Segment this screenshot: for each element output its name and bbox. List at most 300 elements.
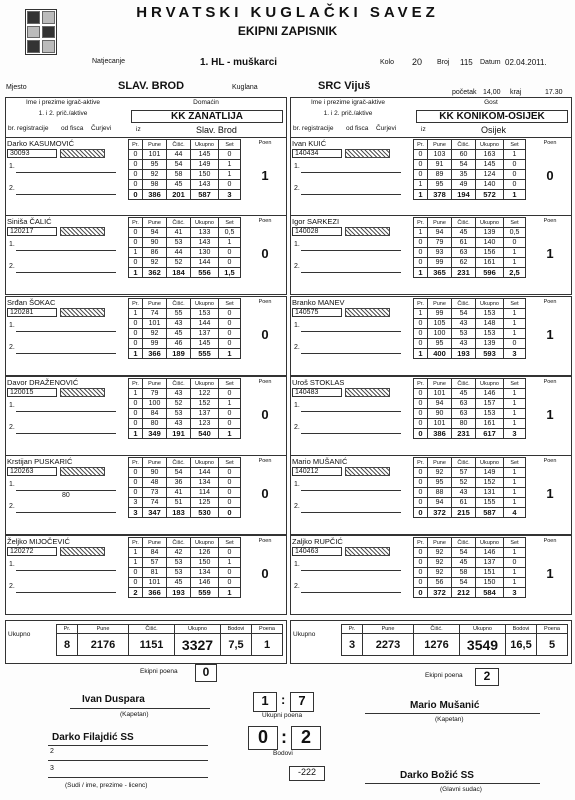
home-cell: 0 [129, 319, 143, 329]
home-total-row [129, 429, 241, 439]
guest-cell: 153 [476, 329, 504, 339]
guest-cell: 0 [414, 548, 428, 558]
home-cell: 0 [219, 488, 241, 498]
guest-player-block [290, 535, 572, 615]
guest-col-header: Pr. [414, 379, 428, 389]
guest-cell: 0 [504, 238, 526, 248]
home-cell: 55 [167, 309, 191, 319]
guest-player-name: Ivan KUIĆ [292, 139, 327, 148]
home-club-name: KK ZANATLIJA [131, 110, 283, 123]
guest-cell: 137 [476, 558, 504, 568]
home-total-cell: 587 [191, 190, 219, 200]
home-col-header: Ukupno [191, 299, 219, 309]
home-throw-row [129, 258, 241, 268]
home-player-name: Davor DRAŽENOVIĆ [7, 378, 79, 387]
guest-sub-line [301, 194, 401, 195]
home-col-header: Pune [143, 458, 167, 468]
home-cell: 130 [191, 248, 219, 258]
result-extra: -222 [289, 766, 325, 781]
home-player-table [128, 378, 241, 439]
guest-cell: 155 [476, 498, 504, 508]
reg-header-label: br. registracije [293, 125, 334, 132]
guest-cell: 1 [504, 399, 526, 409]
guest-label: Gost [484, 99, 498, 106]
guest-cell: 99 [428, 258, 452, 268]
guest-total-cell: 3 [504, 349, 526, 359]
home-captain-label: (Kapetan) [120, 711, 149, 718]
guest-cell: 0 [414, 150, 428, 160]
home-cell: 58 [167, 170, 191, 180]
home-throw-row [129, 309, 241, 319]
home-cell: 146 [191, 578, 219, 588]
guest-player-table [413, 457, 526, 518]
guest-total-cell: 4 [504, 508, 526, 518]
home-total-cell: 0 [129, 190, 143, 200]
tot-hdr-ukupno: Ukupno [460, 625, 506, 634]
home-cell: 54 [167, 160, 191, 170]
home-cell: 150 [191, 170, 219, 180]
guest-table-header [414, 140, 526, 150]
home-label: Domaćin [193, 99, 219, 106]
home-total-cell: 0 [219, 508, 241, 518]
home-col-header: Pr. [129, 379, 143, 389]
home-poen-header: Poen [258, 538, 272, 544]
guest-cell: 45 [452, 228, 476, 238]
guest-cell: 1 [504, 568, 526, 578]
guest-col-header: Ukupno [476, 140, 504, 150]
home-cell: 0 [219, 478, 241, 488]
guest-total-row [414, 429, 526, 439]
start-label: početak [452, 89, 477, 96]
home-sub-line [16, 250, 116, 251]
guest-col-header: Ukupno [476, 299, 504, 309]
guest-throw-row [414, 558, 526, 568]
guest-cell: 0 [414, 389, 428, 399]
guest-col-header: Set [504, 458, 526, 468]
home-total-cell: 3 [129, 508, 143, 518]
number-label: Broj [437, 59, 450, 66]
home-total-pr: 8 [57, 634, 78, 656]
guest-cell: 0 [414, 558, 428, 568]
home-cell: 144 [191, 468, 219, 478]
guest-col-header: Čišć. [452, 538, 476, 548]
guest-cell: 62 [452, 258, 476, 268]
home-cell: 0 [129, 578, 143, 588]
home-cell: 0,5 [219, 228, 241, 238]
home-player-name: Krstijan PUSKARIĆ [7, 457, 73, 466]
guest-cell: 88 [428, 488, 452, 498]
home-col-header: Čišć. [167, 140, 191, 150]
guest-cell: 1 [414, 309, 428, 319]
guest-cell: 1 [504, 248, 526, 258]
home-total-cell: 362 [143, 268, 167, 278]
guest-sub-2-label: 2. [294, 263, 300, 270]
guest-col-header: Čišć. [452, 299, 476, 309]
guest-player-table [413, 217, 526, 278]
home-table-header [129, 299, 241, 309]
home-cell: 0 [129, 409, 143, 419]
home-col-header: Pune [143, 140, 167, 150]
points-label: Bodovi [273, 750, 293, 757]
tot-hdr-pr: Pr. [342, 625, 363, 634]
home-cell: 144 [191, 258, 219, 268]
home-col-header: Pr. [129, 218, 143, 228]
home-col-header: Čišć. [167, 458, 191, 468]
guest-hatched-field [345, 227, 390, 236]
home-cell: 92 [143, 329, 167, 339]
guest-total-cell: 0 [414, 588, 428, 598]
guest-total-ukupno: 3549 [460, 634, 506, 656]
guest-cell: 95 [428, 478, 452, 488]
guest-cell: 161 [476, 258, 504, 268]
guest-cell: 79 [428, 238, 452, 248]
guest-cell: 89 [428, 170, 452, 180]
tot-hdr-ukupno: Ukupno [175, 625, 221, 634]
home-cell: 0 [129, 399, 143, 409]
guest-cell: 161 [476, 419, 504, 429]
guest-total-cell: 1 [414, 349, 428, 359]
guest-cell: 92 [428, 558, 452, 568]
home-sub-line [16, 592, 116, 593]
home-total-cell: 193 [167, 588, 191, 598]
guest-total-cell: 596 [476, 268, 504, 278]
guest-player-block [290, 296, 572, 376]
home-col-header: Čišć. [167, 379, 191, 389]
guest-team-header [290, 97, 572, 139]
guest-player-table [413, 378, 526, 439]
guest-col-header: Pr. [414, 538, 428, 548]
guest-cell: 1 [504, 468, 526, 478]
home-cell: 0 [129, 329, 143, 339]
guest-throw-row [414, 548, 526, 558]
guest-table-header [414, 299, 526, 309]
guest-total-cell: 617 [476, 429, 504, 439]
home-player-name: Srđan ŠOKAC [7, 298, 56, 307]
guest-sub-1-label: 1. [294, 561, 300, 568]
guest-total-row [414, 268, 526, 278]
home-player-table [128, 217, 241, 278]
guest-total-cell: 1 [414, 268, 428, 278]
home-throw-row [129, 558, 241, 568]
guest-city: Osijek [481, 125, 507, 135]
home-player-block [5, 296, 287, 376]
guest-poen-header: Poen [543, 218, 557, 224]
home-cell: 43 [167, 419, 191, 429]
guest-team-points-label: Ekipni poena [425, 672, 463, 679]
home-cell: 123 [191, 419, 219, 429]
home-throw-row [129, 409, 241, 419]
reg-header-label: br. registracije [8, 125, 49, 132]
guest-cell: 94 [428, 228, 452, 238]
home-total-cell: 347 [143, 508, 167, 518]
guest-hatched-field [345, 308, 390, 317]
home-cell: 0 [219, 309, 241, 319]
guest-cell: 149 [476, 468, 504, 478]
guest-throw-row [414, 170, 526, 180]
guest-player-name: Igor SARKEZI [292, 217, 340, 226]
home-cell: 0 [219, 409, 241, 419]
guest-cell: 99 [428, 309, 452, 319]
guest-total-cell: 378 [428, 190, 452, 200]
home-team-points: 0 [195, 664, 217, 682]
guest-sub-1-label: 1. [294, 163, 300, 170]
result-bodovi-guest: 2 [291, 726, 321, 750]
guest-cell: 1 [504, 258, 526, 268]
home-total-row [129, 588, 241, 598]
guest-player-license: 140463 [292, 547, 342, 556]
home-cell: 125 [191, 498, 219, 508]
home-col-header: Set [219, 538, 241, 548]
home-sub-2-label: 2. [9, 424, 15, 431]
home-table-header [129, 218, 241, 228]
head-judge-line [365, 783, 540, 784]
guest-hatched-field [345, 467, 390, 476]
guest-col-header: Set [504, 299, 526, 309]
guest-table-header [414, 458, 526, 468]
guest-sub-2-label: 2. [294, 185, 300, 192]
guest-cell: 0 [504, 558, 526, 568]
home-cell: 101 [143, 578, 167, 588]
competition-value: 1. HL - muškarci [200, 57, 278, 68]
guest-col-header: Set [504, 218, 526, 228]
home-col-header: Pune [143, 538, 167, 548]
guest-total-cell: 400 [428, 349, 452, 359]
home-cell: 46 [167, 339, 191, 349]
guest-col-header: Pune [428, 458, 452, 468]
home-sub-2-label: 2. [9, 583, 15, 590]
guest-total-cell: 572 [476, 190, 504, 200]
home-hatched-field [60, 308, 105, 317]
guest-sub-1-label: 1. [294, 481, 300, 488]
guest-cell: 163 [476, 150, 504, 160]
home-col-header: Set [219, 218, 241, 228]
home-cell: 74 [143, 309, 167, 319]
col-header-label: Čurjevi [91, 125, 112, 132]
guest-cell: 1 [504, 319, 526, 329]
guest-cell: 140 [476, 238, 504, 248]
home-col-header: Pune [143, 299, 167, 309]
home-captain-line [70, 708, 210, 709]
home-cell: 0 [219, 339, 241, 349]
home-col-header: Ukupno [191, 379, 219, 389]
result-sep-1: : [281, 692, 286, 707]
guest-cell: 0 [414, 568, 428, 578]
guest-cell: 95 [428, 339, 452, 349]
guest-cell: 93 [428, 248, 452, 258]
guest-cell: 0 [414, 329, 428, 339]
home-player-table [128, 537, 241, 598]
guest-cell: 146 [476, 548, 504, 558]
guest-sub-line [301, 331, 401, 332]
guest-total-row [414, 190, 526, 200]
round-label: Kolo [380, 59, 395, 66]
home-cell: 43 [167, 319, 191, 329]
home-sub-1-label: 1. [9, 163, 15, 170]
guest-sub-line [301, 272, 401, 273]
guest-cell: 157 [476, 399, 504, 409]
home-sub-1-label: 1. [9, 322, 15, 329]
guest-poen-header: Poen [543, 538, 557, 544]
home-throw-row [129, 389, 241, 399]
guest-throw-row [414, 248, 526, 258]
tot-hdr-poena: Poena [537, 625, 568, 634]
home-col-header: Pune [143, 379, 167, 389]
guest-cell: 57 [452, 468, 476, 478]
home-captain-name: Ivan Duspara [82, 694, 145, 705]
tot-hdr-pr: Pr. [57, 625, 78, 634]
guest-sub-line [301, 592, 401, 593]
home-cell: 57 [143, 558, 167, 568]
guest-cell: 61 [452, 498, 476, 508]
guest-cell: 61 [452, 238, 476, 248]
guest-col-header: Ukupno [476, 218, 504, 228]
guest-col-header: Čišć. [452, 379, 476, 389]
home-player-block [5, 215, 287, 295]
home-cell: 1 [129, 389, 143, 399]
home-total-cell: 1 [129, 349, 143, 359]
home-cell: 92 [143, 258, 167, 268]
home-sub-line [16, 490, 116, 491]
guest-total-set: 16,5 [506, 634, 537, 656]
guest-sub-line [301, 570, 401, 571]
judge-2-name: 2 [50, 748, 54, 755]
sub-header-label: 1. i 2. prič./aktive [38, 110, 88, 117]
home-cell: 1 [129, 309, 143, 319]
guest-total-cell: 372 [428, 588, 452, 598]
home-cell: 153 [191, 309, 219, 319]
home-throw-row [129, 228, 241, 238]
home-player-table [128, 457, 241, 518]
home-cell: 0 [129, 160, 143, 170]
home-total-cell: 1 [219, 349, 241, 359]
home-cell: 86 [143, 248, 167, 258]
guest-cell: 45 [452, 558, 476, 568]
guest-player-name: Zaljko RUPČIĆ [292, 537, 343, 546]
home-cell: 0 [129, 150, 143, 160]
guest-cell: 1 [504, 309, 526, 319]
home-cell: 1 [129, 558, 143, 568]
guest-throw-row [414, 419, 526, 429]
home-cell: 149 [191, 160, 219, 170]
guest-totals-block [290, 620, 572, 664]
guest-table-header [414, 379, 526, 389]
guest-hatched-field [345, 547, 390, 556]
guest-cell: 0 [504, 170, 526, 180]
home-sub-line [16, 411, 116, 412]
home-cell: 145 [191, 150, 219, 160]
guest-total-cell: 215 [452, 508, 476, 518]
home-cell: 43 [167, 389, 191, 399]
home-team-header [5, 97, 287, 139]
guest-cell: 58 [452, 568, 476, 578]
home-sub-line [16, 331, 116, 332]
guest-table-header [414, 218, 526, 228]
home-cell: 122 [191, 389, 219, 399]
guest-cell: 0 [414, 468, 428, 478]
home-throw-row [129, 568, 241, 578]
player-header-label: Ime i prezime igrač-aktive [25, 99, 101, 106]
home-sub-line [16, 353, 116, 354]
home-total-ukupno: 3327 [175, 634, 221, 656]
guest-cell: 0 [504, 160, 526, 170]
home-throw-row [129, 399, 241, 409]
home-cell: 44 [167, 248, 191, 258]
home-throw-row [129, 498, 241, 508]
home-cell: 1 [219, 238, 241, 248]
guest-total-row [414, 349, 526, 359]
home-throw-row [129, 468, 241, 478]
guest-total-cell: 231 [452, 429, 476, 439]
guest-cell: 146 [476, 389, 504, 399]
guest-sub-line [301, 353, 401, 354]
place-label: Mjesto [6, 84, 27, 91]
guest-col-header: Pune [428, 379, 452, 389]
home-cell: 51 [167, 498, 191, 508]
home-player-table [128, 298, 241, 359]
home-total-cell: 386 [143, 190, 167, 200]
guest-cell: 52 [452, 478, 476, 488]
home-cell: 0 [219, 498, 241, 508]
home-poen-header: Poen [258, 379, 272, 385]
guest-cell: 131 [476, 488, 504, 498]
guest-cell: 63 [452, 409, 476, 419]
home-poen-header: Poen [258, 299, 272, 305]
home-total-row [129, 190, 241, 200]
home-cell: 144 [191, 319, 219, 329]
guest-cell: 139 [476, 339, 504, 349]
guest-throw-row [414, 488, 526, 498]
home-cell: 0 [129, 238, 143, 248]
home-total-cell: 366 [143, 588, 167, 598]
guest-cell: 1 [504, 488, 526, 498]
head-judge-label: (Glavni sudac) [440, 786, 482, 793]
home-cell: 143 [191, 180, 219, 190]
home-player-name: Siniša ČALIĆ [7, 217, 52, 226]
home-total-cell: 1 [219, 588, 241, 598]
home-player-block [5, 137, 287, 217]
guest-cell: 54 [452, 160, 476, 170]
home-cell: 143 [191, 238, 219, 248]
home-total-label: Ukupno [8, 631, 31, 638]
home-sub-line [16, 272, 116, 273]
guest-cell: 63 [452, 399, 476, 409]
guest-cell: 0 [414, 498, 428, 508]
home-cell: 45 [167, 578, 191, 588]
home-cell: 114 [191, 488, 219, 498]
guest-total-cell: 1 [414, 190, 428, 200]
guest-hatched-field [345, 388, 390, 397]
guest-cell: 60 [452, 150, 476, 160]
home-sub-2-label: 2. [9, 503, 15, 510]
home-sub-1-label: 1. [9, 241, 15, 248]
home-cell: 81 [143, 568, 167, 578]
guest-player-block [290, 376, 572, 456]
home-sub-line [16, 433, 116, 434]
home-poen-header: Poen [258, 458, 272, 464]
guest-sub-2-label: 2. [294, 503, 300, 510]
guest-cell: 56 [428, 578, 452, 588]
tot-hdr-poena: Poena [252, 625, 283, 634]
guest-team-points: 2 [475, 668, 499, 686]
guest-cell: 103 [428, 150, 452, 160]
guest-total-cell: 3 [504, 429, 526, 439]
guest-player-license: 140212 [292, 467, 342, 476]
home-throw-row [129, 578, 241, 588]
guest-player-table [413, 298, 526, 359]
tot-hdr-bodovi: Bodovi [506, 625, 537, 634]
guest-total-cell: 386 [428, 429, 452, 439]
guest-total-cell: 193 [452, 349, 476, 359]
